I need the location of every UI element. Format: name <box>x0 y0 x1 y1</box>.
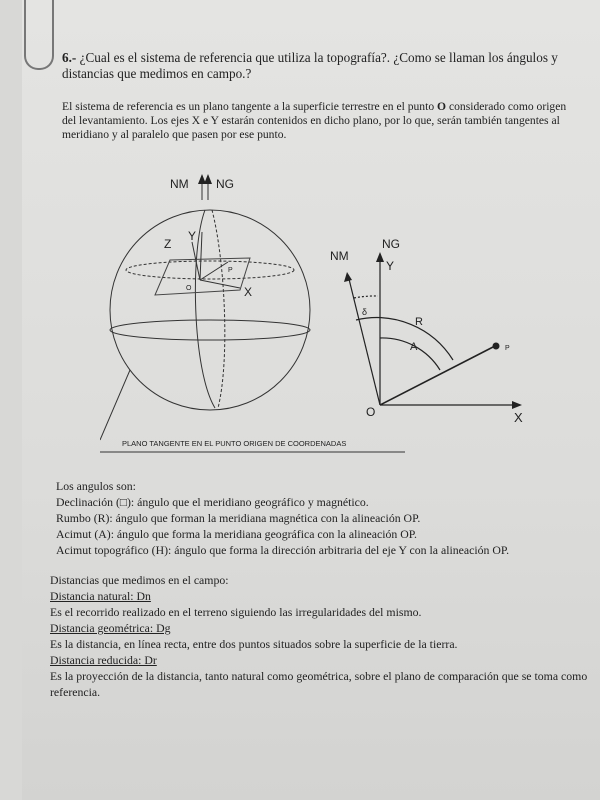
distances-heading: Distancias que medimos en el campo: <box>50 573 229 587</box>
plane-label-r: R <box>415 316 423 328</box>
plane-label-delta: δ <box>362 307 368 317</box>
plane-label-p: P <box>505 345 510 352</box>
y-arrow <box>376 252 384 262</box>
plane-caption: PLANO TANGENTE EN EL PUNTO ORIGEN DE COORDENADAS <box>122 439 347 448</box>
paper-clip <box>24 0 54 70</box>
r-arc <box>356 318 453 360</box>
angle-item: Acimut topográfico (H): ángulo que forma la dirección arbitraria del eje Y con la alineación OP. <box>56 543 510 557</box>
tangent-plane-patch <box>155 258 250 295</box>
sphere-label-p: P <box>228 267 233 274</box>
plane-label-a: A <box>410 341 418 353</box>
intro-paragraph <box>62 100 582 142</box>
delta-arc <box>354 296 378 298</box>
angle-diagram <box>348 255 520 405</box>
x-arrow <box>512 401 522 409</box>
sphere-label-nm: NM <box>170 177 189 191</box>
distance-reduced-desc: Es la proyección de la distancia, tanto natural como geométrica, sobre el plano de comparación que se toma como referencia. <box>50 669 588 699</box>
sphere-y-axis <box>200 232 202 280</box>
intro-point-o: O <box>437 100 447 113</box>
caption-leader <box>100 370 130 440</box>
point-p <box>493 343 500 350</box>
question-heading <box>62 50 582 82</box>
op-line <box>380 346 495 405</box>
sphere-op-line <box>200 262 228 280</box>
question-number: 6.- <box>62 50 77 65</box>
sphere-label-z: Z <box>164 237 172 251</box>
nm-arrowhead <box>344 272 352 282</box>
equator <box>110 320 310 340</box>
angles-section <box>56 478 586 558</box>
nm-line <box>348 275 380 405</box>
plane-label-ng: NG <box>382 237 400 251</box>
nm-arrow <box>204 174 212 184</box>
distance-geometric-title: Distancia geométrica: Dg <box>50 621 171 635</box>
distance-natural-title: Distancia natural: Dn <box>50 589 151 603</box>
sphere-label-ng: NG <box>216 177 234 191</box>
distance-geometric-desc: Es la distancia, en línea recta, entre dos puntos situados sobre la superficie de la tierra. <box>50 637 458 651</box>
sphere-x-axis <box>200 280 240 288</box>
reference-system-figure <box>100 170 560 460</box>
angle-item: Acimut (A): ángulo que forma la meridiana geográfica con la alineación OP. <box>56 527 417 541</box>
sphere-label-o: O <box>186 285 192 292</box>
angle-item: Declinación (□): ángulo que el meridiano geográfico y magnético. <box>56 495 369 509</box>
angle-item: Rumbo (R): ángulo que forman la meridiana magnética con la alineación OP. <box>56 511 421 525</box>
intro-text-2: considerado como origen del levantamiento. Los ejes X e Y estarán contenidos en dicho plano, por lo que, serán también tangentes al meridiano y al paralelo que pasen por ese punto. <box>62 100 567 141</box>
parallel <box>126 261 294 279</box>
distance-reduced-title: Distancia reducida: Dr <box>50 653 157 667</box>
plane-label-x: X <box>514 410 523 425</box>
intro-text-1: El sistema de referencia es un plano tangente a la superficie terrestre en el punto <box>62 100 435 113</box>
angles-heading: Los angulos son: <box>56 479 136 493</box>
plane-label-o: O <box>366 405 376 419</box>
sphere-label-x: X <box>244 285 253 299</box>
earth-sphere <box>110 210 310 410</box>
sphere-diagram <box>100 176 405 452</box>
meridian <box>195 210 215 408</box>
sphere-label-y: Y <box>188 229 197 243</box>
question-text: ¿Cual es el sistema de referencia que utiliza la topografía?. ¿Como se llaman los ángulos y distancias que medimos en campo.? <box>62 50 558 81</box>
distance-natural-desc: Es el recorrido realizado en el terreno siguiendo las irregularidades del mismo. <box>50 605 422 619</box>
plane-label-nm: NM <box>330 249 349 263</box>
meridian-2 <box>212 210 225 408</box>
plane-label-y: Y <box>386 259 395 273</box>
distances-section <box>50 572 590 700</box>
